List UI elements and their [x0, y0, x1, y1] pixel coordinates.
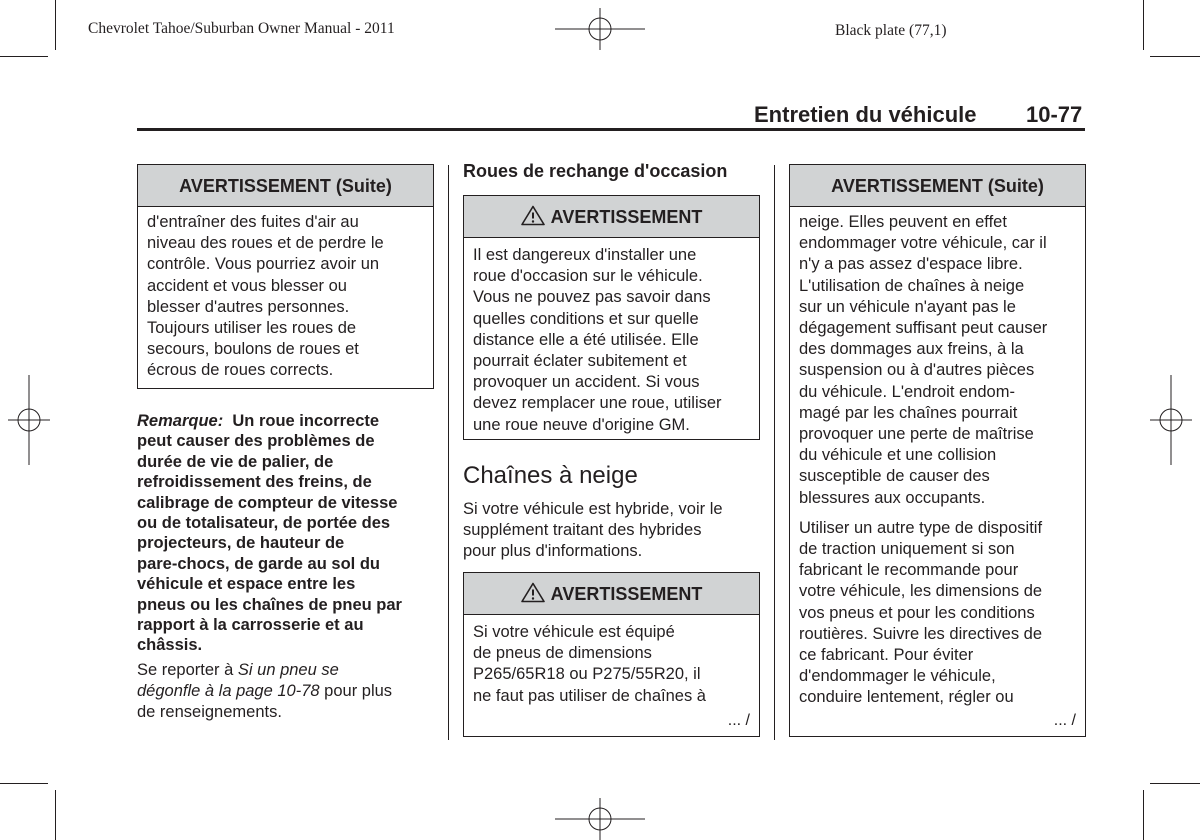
text-line: refroidissement des freins, de	[137, 473, 372, 492]
text-line: calibrage de compteur de vitesse	[137, 493, 398, 512]
warning-box-snow-chains	[463, 572, 760, 737]
text-line: ou de totalisateur, de portée des	[137, 514, 391, 533]
reference-paragraph	[137, 660, 437, 723]
text-line: du véhicule et une collision	[799, 446, 997, 465]
page-reference-link[interactable]: dégonfle à la page 10-78	[137, 682, 320, 700]
warning-box-continued	[137, 164, 434, 389]
warning-body	[138, 207, 433, 382]
crop-mark	[55, 0, 56, 50]
crop-mark	[1150, 56, 1200, 57]
text-line: sur un véhicule n'ayant pas le	[799, 297, 1016, 316]
crop-mark	[0, 56, 48, 57]
text-line: fabricant le recommande pour	[799, 561, 1019, 580]
text-line: magé par les chaînes pourrait	[799, 403, 1018, 422]
warning-heading	[464, 196, 759, 238]
text-line: durée de vie de palier, de	[137, 452, 334, 471]
text-line: devez remplacer une roue, utiliser	[473, 394, 722, 413]
text-line: de renseignements.	[137, 703, 282, 721]
column-divider	[774, 165, 775, 740]
header-rule	[137, 128, 1085, 131]
heading-snow-chains: Chaînes à neige	[463, 462, 638, 489]
crop-mark	[55, 790, 56, 840]
warning-body	[790, 207, 1085, 709]
warning-body	[464, 615, 759, 707]
text-line: d'entraîner des fuites d'air au	[147, 213, 359, 231]
text-line: projecteurs, de hauteur de	[137, 534, 345, 553]
text-line: supplément traitant des hybrides	[463, 521, 702, 539]
text-line: Vous ne pouvez pas savoir dans	[473, 288, 711, 307]
text-line: niveau des roues et de perdre le	[147, 234, 384, 253]
section-title: Entretien du véhicule	[754, 102, 977, 127]
warning-body	[464, 238, 759, 436]
text-line: une roue neuve d'origine GM.	[473, 415, 690, 434]
text-line: de traction uniquement si son	[799, 540, 1015, 559]
warning-heading-label: AVERTISSEMENT	[550, 584, 703, 604]
text-line: L'utilisation de chaînes à neige	[799, 276, 1025, 295]
text-line: distance elle a été utilisée. Elle	[473, 330, 699, 349]
text-line: provoquer un accident. Si vous	[473, 373, 700, 392]
crop-mark	[1150, 783, 1200, 784]
text-line: ce fabricant. Pour éviter	[799, 646, 974, 665]
text-line: n'y a pas assez d'espace libre.	[799, 255, 1023, 274]
warning-triangle-icon	[521, 205, 545, 226]
text-line	[137, 411, 437, 431]
text-line: du véhicule. L'endroit endom-	[799, 382, 1015, 401]
text-line: véhicule et espace entre les	[137, 575, 356, 594]
page-number: 10-77	[1026, 102, 1083, 127]
text-line: écrous de roues corrects.	[147, 361, 334, 380]
text-line: de pneus de dimensions	[473, 644, 652, 663]
registration-mark-top-icon	[555, 8, 645, 50]
text-line: peut causer des problèmes de	[137, 432, 375, 451]
warning-box-used-wheel	[463, 195, 760, 440]
text-line: susceptible de causer des	[799, 467, 990, 486]
note-label: Remarque:	[137, 412, 224, 430]
text-line: vos pneus et pour les conditions	[799, 603, 1035, 622]
text-line: ne faut pas utiliser de chaînes à	[473, 686, 706, 705]
text-line: roue d'occasion sur le véhicule.	[473, 267, 703, 286]
text-line: Utiliser un autre type de dispositif	[799, 518, 1043, 537]
page-reference-link[interactable]: Si un pneu se	[237, 661, 339, 679]
plate-label: Black plate (77,1)	[835, 22, 947, 39]
text-line: votre véhicule, les dimensions de	[799, 582, 1043, 601]
registration-mark-left-icon	[8, 375, 50, 465]
column-divider	[448, 165, 449, 740]
text-line: pneus ou les chaînes de pneu par	[137, 595, 402, 614]
warning-triangle-icon	[521, 582, 545, 603]
crop-mark	[1143, 0, 1144, 50]
text-line	[137, 681, 437, 702]
text-line: Toujours utiliser les roues de	[147, 319, 357, 338]
text-line: châssis.	[137, 636, 203, 655]
text-line: Si votre véhicule est hybride, voir le	[463, 500, 723, 518]
note-paragraph	[137, 411, 437, 656]
crop-mark	[0, 783, 48, 784]
ref-prefix: Se reporter à	[137, 661, 238, 679]
text-line: d'endommager le véhicule,	[799, 667, 996, 686]
text-line: pour plus d'informations.	[463, 542, 643, 560]
warning-box-continued	[789, 164, 1086, 737]
text-line: dégagement suffisant peut causer	[799, 319, 1048, 338]
text-line: pare-chocs, de garde au sol du	[137, 554, 380, 573]
text-line: contrôle. Vous pourriez avoir un	[147, 255, 380, 274]
text-line: Il est dangereux d'installer une	[473, 246, 697, 264]
text-line: suspension ou à d'autres pièces	[799, 361, 1035, 380]
manual-title: Chevrolet Tahoe/Suburban Owner Manual - 2011	[88, 20, 395, 37]
text-line: secours, boulons de roues et	[147, 340, 359, 359]
text-line: pourrait éclater subitement et	[473, 352, 687, 371]
text-line: conduire lentement, régler ou	[799, 688, 1014, 707]
text-line: blessures aux occupants.	[799, 488, 986, 507]
text-line: Un roue incorrecte	[232, 412, 380, 430]
text-line: routières. Suivre les directives de	[799, 624, 1043, 643]
continued-marker: ... /	[727, 712, 750, 729]
text-line: des dommages aux freins, à la	[799, 340, 1024, 359]
text-line: accident et vous blesser ou	[147, 276, 347, 295]
text-line: Si votre véhicule est équipé	[473, 623, 675, 641]
text-line: neige. Elles peuvent en effet	[799, 213, 1007, 231]
ref-suffix: pour plus	[319, 682, 393, 700]
text-line: rapport à la carrosserie et au	[137, 616, 364, 635]
text-line: P265/65R18 ou P275/55R20, il	[473, 665, 701, 684]
hybrid-note-paragraph	[463, 499, 763, 562]
warning-heading: AVERTISSEMENT (Suite)	[790, 165, 1085, 207]
text-line: blesser d'autres personnes.	[147, 297, 350, 316]
text-line: provoquer une perte de maîtrise	[799, 425, 1034, 444]
text-line: quelles conditions et sur quelle	[473, 309, 699, 328]
warning-heading-label: AVERTISSEMENT	[550, 207, 703, 227]
text-line: endommager votre véhicule, car il	[799, 234, 1047, 253]
text-line	[137, 660, 437, 681]
warning-heading	[464, 573, 759, 615]
continued-marker: ... /	[1053, 712, 1076, 729]
registration-mark-bottom-icon	[555, 798, 645, 840]
registration-mark-right-icon	[1150, 375, 1192, 465]
crop-mark	[1143, 790, 1144, 840]
warning-heading: AVERTISSEMENT (Suite)	[138, 165, 433, 207]
subheading-used-spare-wheels: Roues de rechange d'occasion	[463, 161, 728, 181]
